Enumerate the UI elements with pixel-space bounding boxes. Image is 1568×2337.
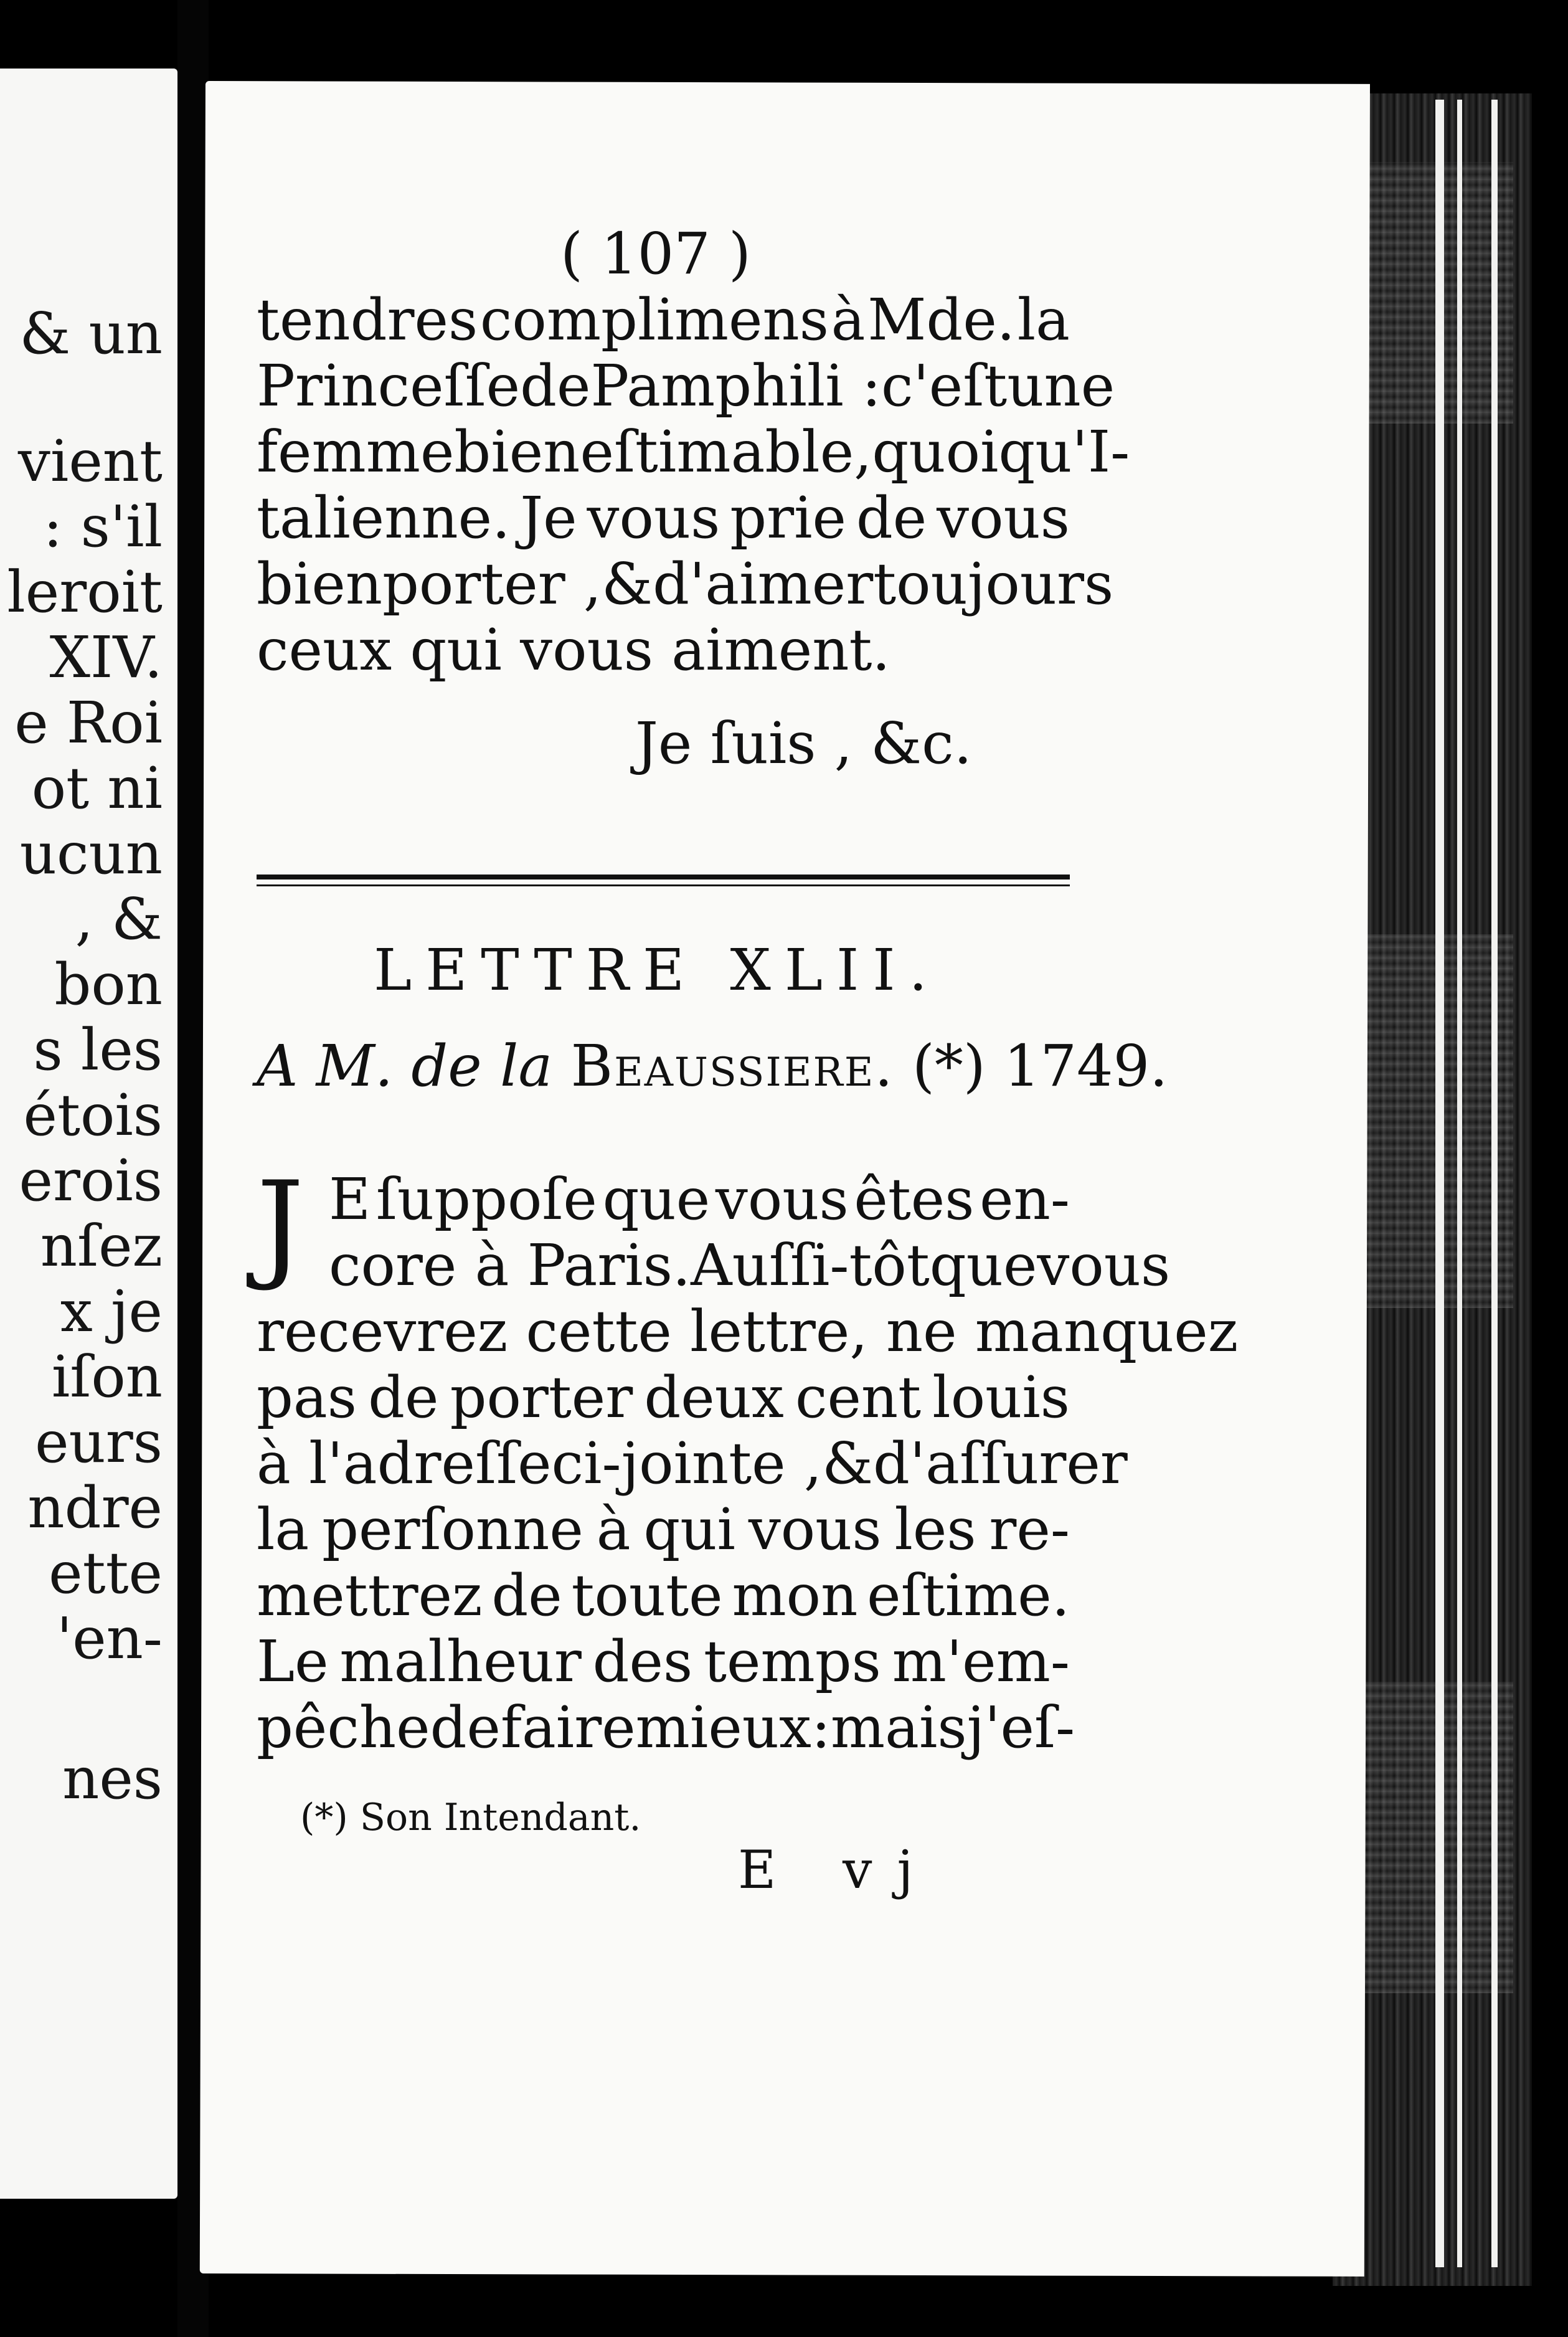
word: ſuppoſe bbox=[375, 1166, 597, 1233]
word: recevrez cette lettre, ne manquez bbox=[257, 1298, 1239, 1365]
word: core à Paris. bbox=[329, 1232, 691, 1299]
left-line: vient bbox=[17, 428, 163, 495]
word: c'eſt bbox=[881, 353, 1008, 419]
word: Auſſi-tôt bbox=[691, 1232, 930, 1299]
edge-texture bbox=[1351, 162, 1513, 424]
word: mon bbox=[732, 1562, 858, 1629]
left-page bbox=[0, 69, 177, 2199]
word: bien bbox=[257, 551, 383, 617]
left-line: 'en- bbox=[56, 1605, 163, 1672]
word: de bbox=[430, 1694, 501, 1761]
word: porter , bbox=[382, 551, 602, 617]
word: une bbox=[1007, 353, 1115, 419]
word: deux bbox=[644, 1364, 784, 1431]
text-line bbox=[257, 419, 1130, 485]
left-line: x je bbox=[60, 1278, 163, 1345]
left-line: eurs bbox=[35, 1409, 163, 1476]
word: vous bbox=[1037, 1232, 1171, 1299]
word: prie bbox=[730, 485, 846, 551]
word: à bbox=[831, 287, 866, 353]
edge-texture bbox=[1351, 934, 1513, 1308]
edge-highlight bbox=[1435, 100, 1444, 2267]
left-line: nes bbox=[62, 1745, 163, 1812]
word: en- bbox=[980, 1166, 1070, 1233]
word: vous bbox=[937, 485, 1070, 551]
word: ci-jointe , bbox=[551, 1430, 823, 1497]
text-line bbox=[257, 1496, 1070, 1563]
text-line bbox=[257, 1298, 1239, 1365]
word: Pamphili : bbox=[590, 353, 881, 419]
left-line: iſon bbox=[51, 1344, 163, 1410]
recipient-prefix: A M. de la bbox=[257, 1033, 553, 1099]
word: Mde. bbox=[867, 287, 1016, 353]
edge-highlight bbox=[1491, 100, 1498, 2267]
page-number: ( 107 ) bbox=[560, 220, 751, 287]
text-line bbox=[257, 1628, 1070, 1695]
word: toute bbox=[571, 1562, 723, 1629]
rule-thin bbox=[257, 884, 1070, 886]
word: êtes bbox=[854, 1166, 975, 1233]
left-line: erois bbox=[19, 1147, 163, 1214]
word: femme bbox=[257, 419, 455, 485]
left-line: & un bbox=[19, 300, 163, 367]
word: talienne. bbox=[257, 485, 511, 551]
word: E bbox=[329, 1166, 371, 1233]
word: quoiqu'I- bbox=[872, 419, 1130, 485]
edge-texture bbox=[1351, 1682, 1513, 1993]
left-line: étois bbox=[23, 1082, 163, 1149]
word: mais bbox=[830, 1694, 967, 1761]
word: d'aſſurer bbox=[872, 1430, 1128, 1497]
word: Je bbox=[520, 485, 577, 551]
word: mieux: bbox=[635, 1694, 831, 1761]
word: à l'adreſſe bbox=[257, 1430, 552, 1497]
left-line: ucun bbox=[19, 820, 163, 887]
text-line bbox=[257, 1562, 1070, 1629]
left-line: nſez bbox=[40, 1213, 163, 1279]
text-line bbox=[329, 1232, 1171, 1299]
text-line bbox=[257, 551, 1114, 617]
word: bien bbox=[454, 419, 580, 485]
left-line: , & bbox=[75, 886, 163, 952]
word: de bbox=[856, 485, 927, 551]
word: vous bbox=[715, 1166, 849, 1233]
word: tendres bbox=[257, 287, 478, 353]
left-line: XIV. bbox=[49, 624, 163, 691]
drop-cap: J bbox=[257, 1156, 305, 1294]
word: de bbox=[491, 1562, 562, 1629]
word: pas bbox=[257, 1364, 357, 1431]
word: que bbox=[929, 1232, 1037, 1299]
word: qui bbox=[643, 1496, 735, 1563]
left-line: e Roi bbox=[14, 690, 163, 756]
recipient-name: Beaussiere. bbox=[570, 1033, 894, 1099]
closing-line: Je ſuis , &c. bbox=[635, 710, 972, 777]
left-line: s les bbox=[33, 1017, 163, 1083]
word: & bbox=[602, 551, 653, 617]
text-line bbox=[257, 353, 1115, 419]
signature-mark: E vj bbox=[738, 1839, 938, 1900]
text-line bbox=[257, 1430, 1128, 1497]
letter-title: LETTRE XLII. bbox=[374, 937, 941, 1003]
word: malheur bbox=[339, 1628, 582, 1695]
word: j'eſ- bbox=[966, 1694, 1075, 1761]
word: temps bbox=[704, 1628, 881, 1695]
word: les bbox=[894, 1496, 976, 1563]
left-line: ot ni bbox=[31, 755, 163, 822]
recipient-line bbox=[257, 1033, 1168, 1099]
word: complimens bbox=[479, 287, 829, 353]
word: des bbox=[592, 1628, 693, 1695]
recipient-suffix: (*) 1749. bbox=[912, 1033, 1168, 1099]
word: vous bbox=[748, 1496, 882, 1563]
word: de bbox=[520, 353, 591, 419]
left-line: bon bbox=[54, 951, 163, 1018]
text-line bbox=[257, 485, 1070, 551]
word: la bbox=[257, 1496, 309, 1563]
text-line bbox=[257, 1364, 1070, 1431]
word: eſtimable, bbox=[580, 419, 872, 485]
word: d'aimer bbox=[653, 551, 874, 617]
left-line: ette bbox=[49, 1540, 163, 1606]
word: porter bbox=[450, 1364, 633, 1431]
edge-highlight bbox=[1457, 100, 1462, 2267]
text-line bbox=[257, 287, 1070, 353]
word: cent bbox=[795, 1364, 922, 1431]
word: & bbox=[822, 1430, 873, 1497]
word: la bbox=[1017, 287, 1070, 353]
rule-thick bbox=[257, 875, 1070, 879]
word: Princeſſe bbox=[257, 353, 521, 419]
word: que bbox=[602, 1166, 711, 1233]
word: à bbox=[596, 1496, 631, 1563]
word: Le bbox=[257, 1628, 329, 1695]
word: eſtime. bbox=[867, 1562, 1070, 1629]
word: de bbox=[368, 1364, 439, 1431]
word: re- bbox=[989, 1496, 1070, 1563]
left-line: ndre bbox=[27, 1474, 163, 1541]
text-line: ceux qui vous aiment. bbox=[257, 617, 890, 683]
word: mettrez bbox=[257, 1562, 483, 1629]
left-line: leroit bbox=[7, 559, 163, 625]
word: m'em- bbox=[892, 1628, 1070, 1695]
text-line bbox=[257, 1694, 1075, 1761]
footnote: (*) Son Intendant. bbox=[300, 1796, 641, 1839]
text-line bbox=[329, 1166, 1070, 1233]
word: faire bbox=[500, 1694, 636, 1761]
word: perſonne bbox=[322, 1496, 583, 1563]
word: toujours bbox=[873, 551, 1114, 617]
word: pêche bbox=[257, 1694, 430, 1761]
word: louis bbox=[932, 1364, 1070, 1431]
word: vous bbox=[587, 485, 720, 551]
left-line: : s'il bbox=[43, 493, 163, 560]
